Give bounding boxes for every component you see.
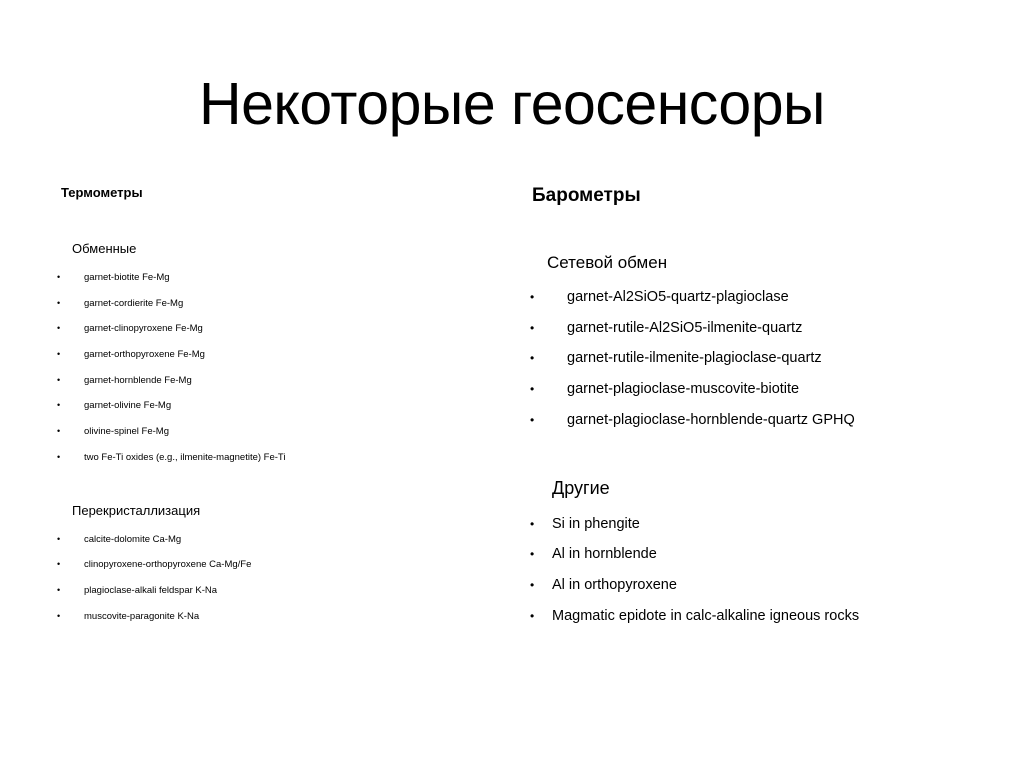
thermometers-heading: Термометры <box>61 185 143 200</box>
bullet-icon: • <box>57 375 61 385</box>
bullet-icon: • <box>57 272 61 282</box>
list-item: • plagioclase-alkali feldspar K-Na <box>57 585 218 596</box>
bullet-icon: • <box>530 382 535 396</box>
bullet-icon: • <box>57 452 61 462</box>
bullet-icon: • <box>530 609 535 623</box>
barometers-heading: Барометры <box>532 185 641 206</box>
net-transfer-subheading: Сетевой обмен <box>547 253 668 272</box>
bullet-icon: • <box>57 534 61 544</box>
bullet-icon: • <box>530 578 535 592</box>
other-subheading: Другие <box>552 478 610 498</box>
exchange-subheading: Обменные <box>72 241 137 256</box>
bullet-icon: • <box>530 321 535 335</box>
list-item: • garnet-orthopyroxene Fe-Mg <box>57 349 205 360</box>
bullet-icon: • <box>530 351 535 365</box>
bullet-icon: • <box>530 547 535 561</box>
list-item: • muscovite-paragonite K-Na <box>57 611 200 622</box>
list-item: • garnet-cordierite Fe-Mg <box>57 298 184 309</box>
list-item: • garnet-hornblende Fe-Mg <box>57 375 192 386</box>
bullet-icon: • <box>57 349 61 359</box>
recrystallization-subheading: Перекристаллизация <box>72 503 201 518</box>
list-item: • Al in orthopyroxene <box>530 577 677 593</box>
bullet-icon: • <box>530 517 535 531</box>
list-item: • garnet-plagioclase-hornblende-quartz GPHQ <box>530 412 855 428</box>
list-item: • garnet-clinopyroxene Fe-Mg <box>57 323 203 334</box>
list-item: • clinopyroxene-orthopyroxene Ca-Mg/Fe <box>57 559 252 570</box>
bullet-icon: • <box>57 426 61 436</box>
slide-title: Некоторые геосенсоры <box>199 71 825 137</box>
bullet-icon: • <box>530 290 535 304</box>
list-item: • garnet-biotite Fe-Mg <box>57 272 170 283</box>
bullet-icon: • <box>57 323 61 333</box>
bullet-icon: • <box>530 413 535 427</box>
list-item: • garnet-Al2SiO5-quartz-plagioclase <box>530 289 789 305</box>
bullet-icon: • <box>57 611 61 621</box>
list-item: • Al in hornblende <box>530 546 657 562</box>
list-item: • calcite-dolomite Ca-Mg <box>57 534 182 545</box>
bullet-icon: • <box>57 400 61 410</box>
list-item: • garnet-olivine Fe-Mg <box>57 400 172 411</box>
list-item: • garnet-rutile-Al2SiO5-ilmenite-quartz <box>530 320 803 336</box>
list-item: • garnet-plagioclase-muscovite-biotite <box>530 381 800 397</box>
list-item: • Si in phengite <box>530 516 640 532</box>
bullet-icon: • <box>57 298 61 308</box>
list-item: • garnet-rutile-ilmenite-plagioclase-quartz <box>530 350 822 366</box>
list-item: • two Fe-Ti oxides (e.g., ilmenite-magnetite) Fe-Ti <box>57 452 286 463</box>
bullet-icon: • <box>57 585 61 595</box>
bullet-icon: • <box>57 559 61 569</box>
list-item: • Magmatic epidote in calc-alkaline igneous rocks <box>530 608 860 624</box>
list-item: • olivine-spinel Fe-Mg <box>57 426 170 437</box>
